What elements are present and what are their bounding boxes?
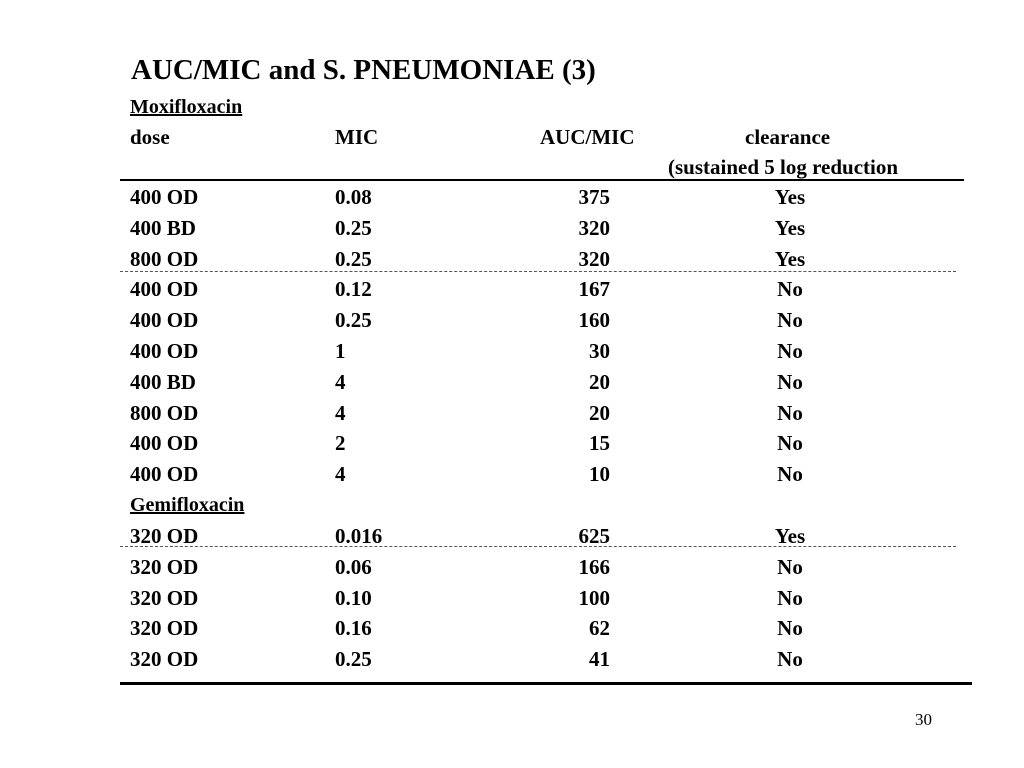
clearance-cell: No	[777, 616, 803, 641]
clearance-cell: No	[777, 585, 803, 610]
auc-mic-cell: 20	[589, 400, 610, 425]
clearance-cell: Yes	[774, 246, 806, 271]
dose-cell: 400 OD	[130, 339, 199, 363]
dose-cell: 400 BD	[130, 215, 196, 240]
dose-cell: 400 OD	[130, 431, 199, 456]
dose-cell: 400 OD	[130, 185, 199, 209]
dose-cell: 800 OD	[130, 400, 199, 425]
header-auc-mic: AUC/MIC	[540, 125, 635, 149]
dose-cell: 320 OD	[130, 524, 199, 548]
clearance-cell: Yes	[774, 215, 806, 240]
section-label-gemifloxacin: Gemifloxacin	[130, 494, 245, 516]
auc-mic-cell: 15	[589, 431, 610, 456]
mic-cell: 1	[335, 339, 346, 363]
mic-cell: 4	[335, 369, 346, 394]
mic-cell: 0.25	[335, 246, 372, 271]
header-mic: MIC	[335, 125, 379, 149]
auc-mic-cell: 375	[578, 185, 610, 209]
clearance-cell: No	[777, 647, 803, 672]
auc-mic-cell: 320	[578, 246, 610, 271]
clearance-cell: No	[777, 400, 803, 425]
dose-cell: 400 OD	[130, 277, 199, 302]
clearance-cell: No	[777, 308, 803, 333]
mic-cell: 0.12	[335, 277, 372, 302]
auc-mic-cell: 166	[578, 554, 610, 579]
dose-cell: 320 OD	[130, 554, 199, 579]
auc-mic-cell: 100	[578, 585, 610, 610]
dose-cell: 320 OD	[130, 647, 199, 672]
mic-cell: 0.06	[335, 554, 372, 579]
dose-cell: 400 OD	[130, 462, 199, 487]
page-number: 30	[915, 710, 932, 729]
clearance-cell: Yes	[774, 185, 806, 209]
slide-title: AUC/MIC and S. PNEUMONIAE (3)	[131, 54, 596, 86]
dose-cell: 320 OD	[130, 585, 199, 610]
mic-cell: 0.25	[335, 308, 372, 333]
mic-cell: 2	[335, 431, 346, 456]
clearance-cell: No	[777, 369, 803, 394]
dose-cell: 320 OD	[130, 616, 199, 641]
auc-mic-cell: 10	[589, 462, 610, 487]
section-label-moxifloxacin: Moxifloxacin	[130, 96, 243, 118]
table-bottom-rule	[120, 682, 972, 685]
dashed-divider-gemifloxacin	[120, 546, 956, 547]
clearance-cell: No	[777, 277, 803, 302]
mic-cell: 0.16	[335, 616, 372, 641]
dose-cell: 400 BD	[130, 369, 196, 394]
mic-cell: 0.016	[335, 524, 383, 548]
mic-cell: 4	[335, 400, 346, 425]
dashed-divider-moxifloxacin	[120, 271, 956, 272]
header-clearance: clearance	[745, 125, 831, 149]
clearance-cell: No	[777, 554, 803, 579]
table-top-rule	[120, 179, 964, 181]
header-dose: dose	[130, 125, 170, 149]
mic-cell: 0.25	[335, 647, 372, 672]
auc-mic-cell: 320	[578, 215, 610, 240]
auc-mic-cell: 160	[578, 308, 610, 333]
mic-cell: 0.08	[335, 185, 372, 209]
auc-mic-cell: 30	[589, 339, 610, 363]
auc-mic-cell: 62	[589, 616, 610, 641]
dose-cell: 400 OD	[130, 308, 199, 333]
dose-cell: 800 OD	[130, 246, 199, 271]
clearance-cell: No	[777, 339, 803, 363]
clearance-cell: No	[777, 462, 803, 487]
mic-cell: 4	[335, 462, 346, 487]
auc-mic-cell: 20	[589, 369, 610, 394]
mic-cell: 0.10	[335, 585, 372, 610]
clearance-cell: Yes	[774, 524, 806, 548]
header-clearance-note: (sustained 5 log reduction	[668, 155, 899, 179]
auc-mic-cell: 167	[578, 277, 610, 302]
auc-mic-cell: 625	[578, 524, 610, 548]
auc-mic-cell: 41	[589, 647, 610, 672]
mic-cell: 0.25	[335, 215, 372, 240]
clearance-cell: No	[777, 431, 803, 456]
